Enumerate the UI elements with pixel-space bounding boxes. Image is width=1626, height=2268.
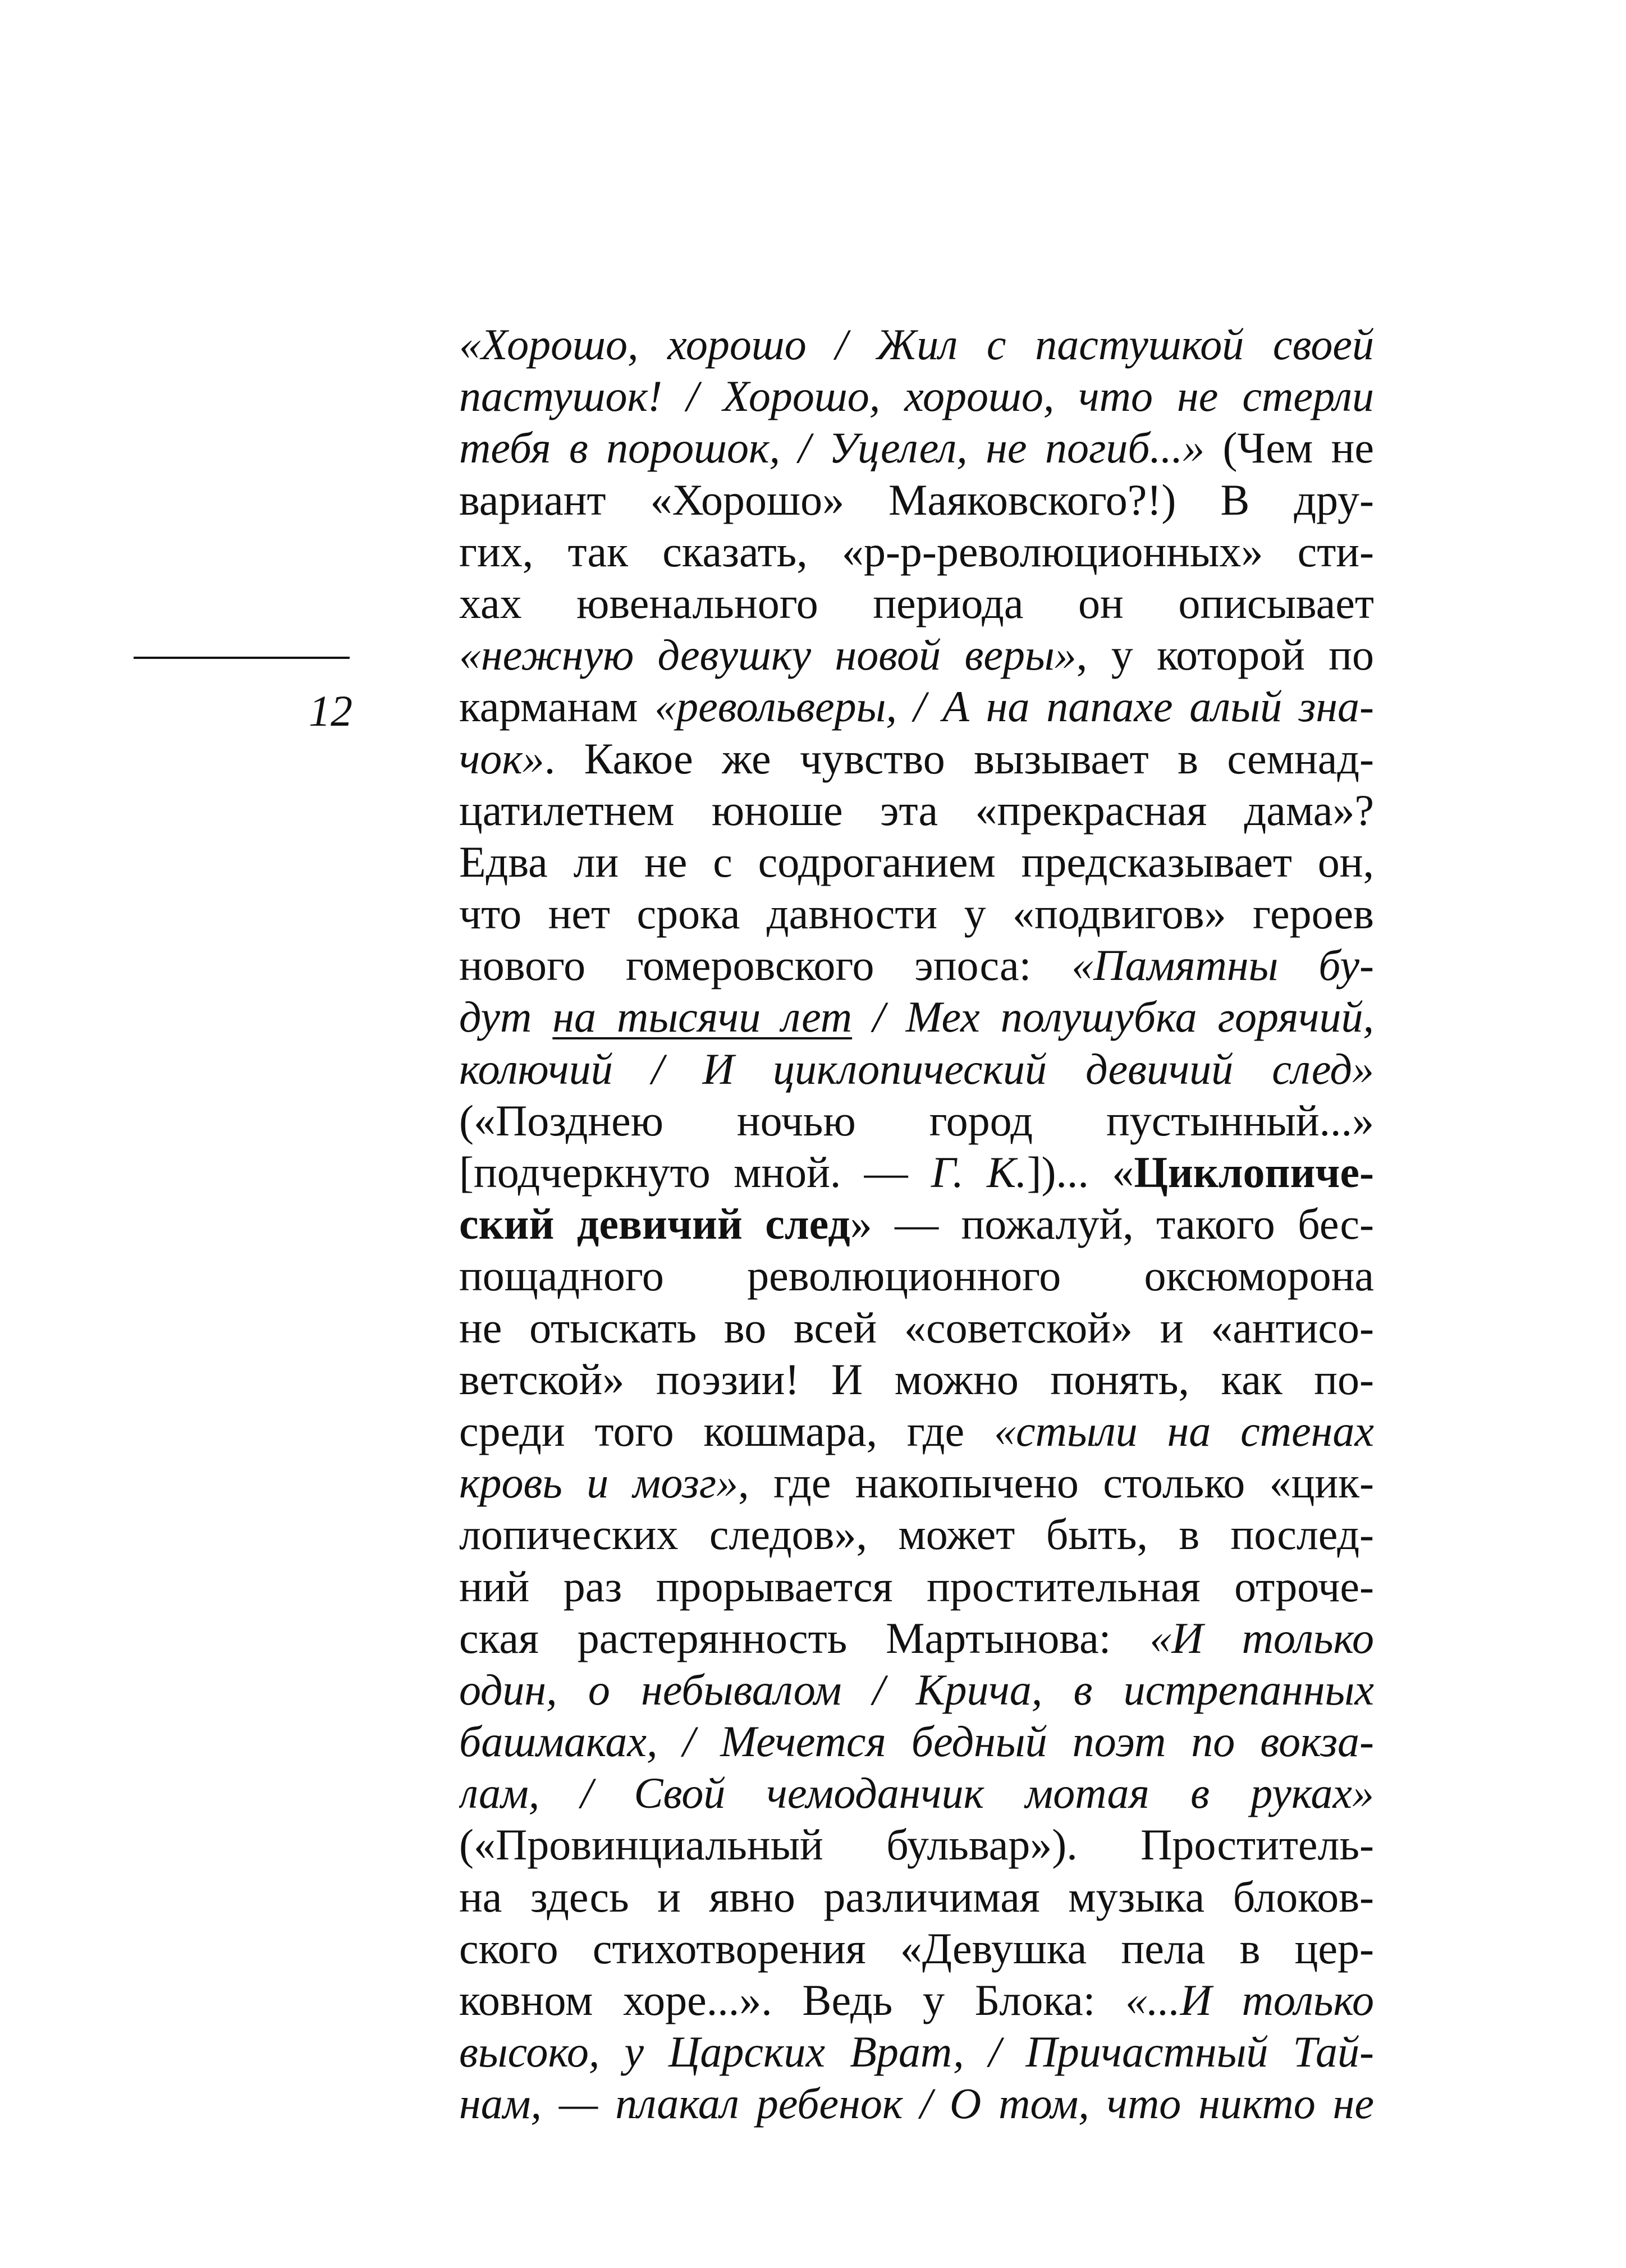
text-run: (Чем не	[1204, 423, 1374, 473]
text-line	[459, 1612, 1374, 1664]
text-run: пощадного революционного оксюморона	[459, 1251, 1374, 1300]
text-run: ский девичий след	[459, 1199, 850, 1249]
text-run: лопических следов», может быть, в послед-	[459, 1510, 1374, 1559]
text-run: колючий / И циклопический девичий след»	[459, 1044, 1374, 1093]
text-line	[459, 1147, 1374, 1198]
text-run: на здесь и явно различимая музыка блоков-	[459, 1872, 1374, 1921]
text-run: «Памятны бу-	[1071, 941, 1374, 990]
text-line	[459, 1354, 1374, 1405]
text-run: ская растерянность Мартынова:	[459, 1613, 1150, 1662]
text-run: дут	[459, 992, 553, 1042]
text-line	[459, 1664, 1374, 1716]
text-line	[459, 1043, 1374, 1095]
text-run: нам, — плакал ребенок / О том, что никто не	[459, 2079, 1374, 2128]
text-run: , у которой по	[1076, 630, 1374, 680]
text-run: башмаках, / Мечется бедный поэт по вокза-	[459, 1717, 1374, 1766]
text-line	[459, 1871, 1374, 1923]
text-run: . Какое же чувство вызывает в семнад-	[544, 734, 1374, 783]
text-run: лам, / Свой чемоданчик мотая в руках»	[459, 1768, 1374, 1818]
text-run: ского стихотворения «Девушка пела в цер-	[459, 1923, 1374, 1973]
text-run: один, о небывалом / Крича, в истрепанных	[459, 1665, 1374, 1714]
text-run: кровь и мозг»	[459, 1458, 739, 1508]
text-line	[459, 2026, 1374, 2078]
text-run: Едва ли не с содроганием предсказывает он,	[459, 837, 1374, 886]
text-run: среди того кошмара, где	[459, 1406, 994, 1455]
text-line	[459, 370, 1374, 422]
text-run: нового гомеровского эпоса:	[459, 941, 1072, 990]
text-line	[459, 1250, 1374, 1302]
text-run: тебя в порошок, / Уцелел, не погиб...»	[459, 423, 1205, 473]
text-run: «револьверы, / А на папахе алый зна-	[654, 682, 1374, 731]
text-run: «И только	[1149, 1613, 1374, 1662]
text-line	[459, 1716, 1374, 1767]
text-run: хах ювенального периода он описывает	[459, 578, 1374, 627]
text-run: («Позднею ночью город пустынный...»	[459, 1096, 1374, 1145]
text-line	[459, 991, 1374, 1043]
body-text	[459, 319, 1374, 2130]
text-run: чок»	[459, 734, 544, 783]
text-run: вариант «Хорошо» Маяковского?!) В дру-	[459, 475, 1374, 524]
text-line	[459, 526, 1374, 578]
text-line	[459, 1767, 1374, 1819]
text-line	[459, 1457, 1374, 1509]
text-line	[459, 733, 1374, 785]
text-line	[459, 474, 1374, 526]
text-line	[459, 1509, 1374, 1560]
text-line	[459, 785, 1374, 836]
text-run: карманам	[459, 682, 655, 731]
text-run: пастушок! / Хорошо, хорошо, что не стерли	[459, 372, 1374, 421]
text-line	[459, 836, 1374, 888]
text-line	[459, 422, 1374, 474]
text-line	[459, 1405, 1374, 1457]
text-line	[459, 1974, 1374, 2026]
text-line	[459, 1923, 1374, 1974]
text-run: не отыскать во всей «советской» и «антисо-	[459, 1303, 1374, 1352]
text-line	[459, 1819, 1374, 1871]
text-run: («Провинциальный бульвар»). Проститель-	[459, 1820, 1374, 1870]
text-line	[459, 940, 1374, 991]
text-run: ний раз прорывается простительная отроче-	[459, 1561, 1374, 1611]
page-number: 12	[309, 686, 352, 735]
text-run: [подчеркнуто мной. —	[459, 1148, 931, 1197]
text-run: Циклопиче-	[1134, 1148, 1374, 1197]
text-line	[459, 2078, 1374, 2129]
text-run: ветской» поэзии! И можно понять, как по-	[459, 1354, 1374, 1404]
text-run: цатилетнем юноше эта «прекрасная дама»?	[459, 785, 1374, 835]
text-run: «стыли на стенах	[994, 1406, 1374, 1455]
text-run: Г. К.	[931, 1148, 1027, 1197]
margin-rule	[134, 657, 350, 659]
text-line	[459, 578, 1374, 629]
text-run: «...И только	[1125, 1976, 1374, 2024]
text-run: «нежную девушку новой веры»	[459, 630, 1077, 680]
text-line	[459, 629, 1374, 681]
text-run: ])... «	[1027, 1148, 1134, 1197]
text-line	[459, 1198, 1374, 1250]
text-line	[459, 1302, 1374, 1354]
text-run: , где накопычено столько «цик-	[738, 1458, 1374, 1508]
text-line	[459, 1095, 1374, 1147]
text-run: ковном хоре...». Ведь у Блока:	[459, 1976, 1126, 2024]
text-run: что нет срока давности у «подвигов» героев	[459, 889, 1374, 938]
text-run: / Мех полушубка горячий,	[852, 992, 1374, 1042]
text-line	[459, 681, 1374, 732]
text-run: высоко, у Царских Врат, / Причастный Тай-	[459, 2027, 1374, 2077]
text-run: на тысячи лет	[552, 992, 853, 1042]
text-run: гих, так сказать, «р-р-революционных» сти-	[459, 526, 1374, 576]
text-line	[459, 319, 1374, 370]
text-line	[459, 1561, 1374, 1612]
text-run: «Хорошо, хорошо / Жил с пастушкой своей	[459, 320, 1374, 369]
text-run: » — пожалуй, такого бес-	[850, 1199, 1374, 1249]
text-line	[459, 888, 1374, 940]
